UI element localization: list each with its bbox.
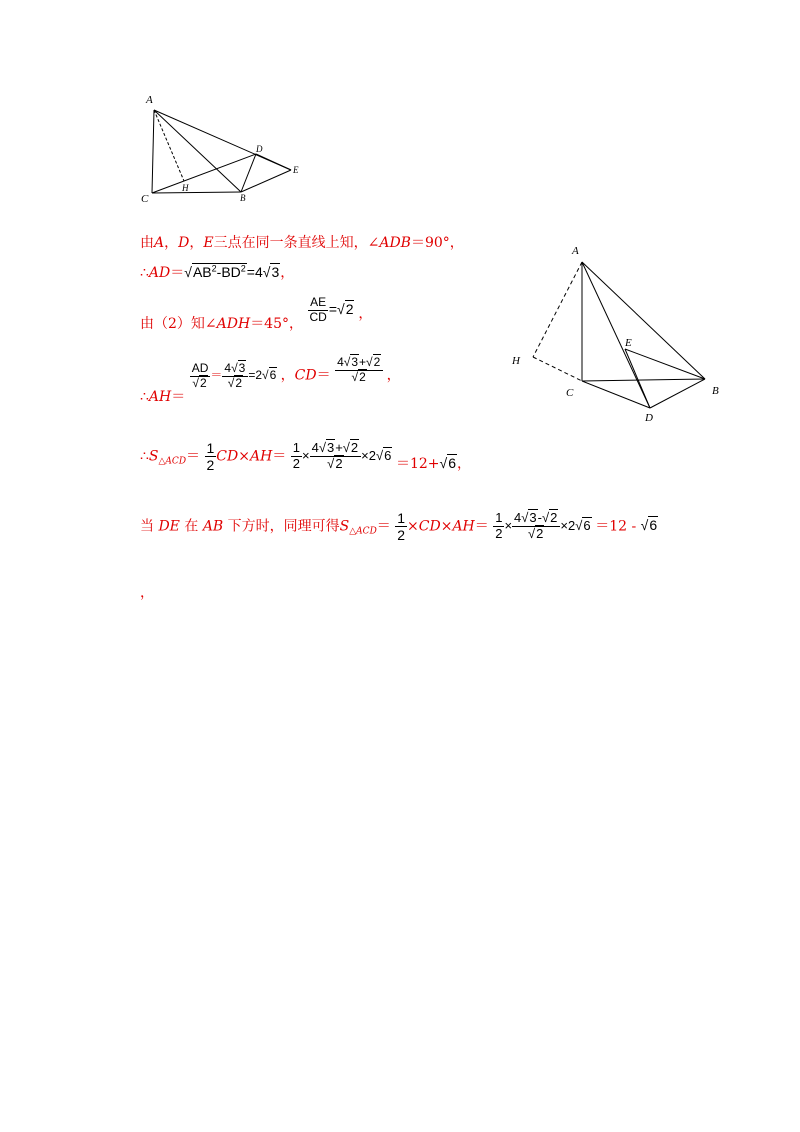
fig1-label-e: E <box>293 165 299 175</box>
cd-formula: $\frac{4√3+√2}{√2}$ <box>335 362 387 376</box>
ad-formula: $√AB^2-BD^2=4√3$ <box>184 263 280 280</box>
line-6-area-below: 当 DE 在 AB 下方时，同理可得$S_{\triangle ACD}=$ $\frac{1}{2}$ ×CD×AH＝ $\frac{1}{2}$ × $\frac{4√3-√2}{√2}$ ×2√6 ＝12 - √6 <box>140 510 658 544</box>
figure-2-diagram <box>508 238 730 428</box>
line-1-collinear: 由A，D，E三点在同一条直线上知，∠ADB＝90°， <box>140 235 464 251</box>
fig1-label-h: H <box>182 183 189 193</box>
area-formula-above: $\frac{1}{2}$ × $\frac{4√3+√2}{√2}$ ×2√6 <box>292 440 392 472</box>
fig1-label-a: A <box>146 94 153 106</box>
fig2-label-a: A <box>572 245 579 257</box>
fig2-label-h: H <box>512 355 520 367</box>
line-2-ad-value: $\therefore AD=√AB^2-BD^2=4√3$， <box>140 263 295 281</box>
half-fraction: $\frac{1}{2}$ <box>206 440 215 474</box>
fig2-label-c: C <box>566 387 574 399</box>
ae-cd-ratio: $\frac{AE}{CD}$ =√2 <box>309 295 354 324</box>
area-formula-below: $\frac{1}{2}$ × $\frac{4√3-√2}{√2}$ ×2√6 <box>495 510 591 542</box>
line-4-ah-cd: ∴AH＝ $\frac{AD}{√2}$ ＝ $\frac{4√3}{√2}$ =2√6 ，CD＝ $\frac{4√3+√2}{√2}$ ， <box>140 355 401 406</box>
fig1-label-b: B <box>240 193 246 203</box>
half-fraction-2: $\frac{1}{2}$ <box>397 510 406 544</box>
fig1-label-d: D <box>256 144 263 154</box>
fig2-label-d: D <box>645 412 653 424</box>
line-7-comma: ， <box>140 585 154 601</box>
figure-1-diagram <box>138 92 318 207</box>
fig2-label-e: E <box>625 337 632 349</box>
fig1-label-c: C <box>141 193 149 205</box>
line-5-area-above: $\therefore S_{\triangle ACD}=$ $\frac{1}{2}$ CD×AH＝ $\frac{1}{2}$ × $\frac{4√3+√2}{√2}$ ×2√6 ＝12+√6， <box>140 440 472 474</box>
fig2-label-b: B <box>712 385 719 397</box>
ah-formula: $\frac{AD}{√2}$ ＝ $\frac{4√3}{√2}$ =2√6 <box>191 361 277 390</box>
line-3-ratio: 由（2）知∠ADH＝45°， $\frac{AE}{CD}$ =√2 ， <box>140 295 373 332</box>
